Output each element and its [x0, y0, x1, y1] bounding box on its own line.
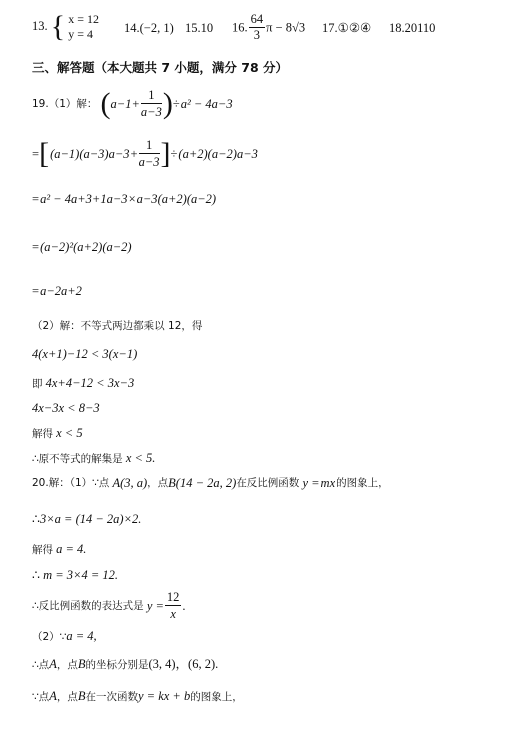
q19-l4-num: (a−2)² [40, 240, 74, 255]
q19-part2-label: （2）解：不等式两边都乘以 12，得 [32, 320, 203, 332]
q20-l8-c: ，点 [56, 691, 78, 703]
q20-l5-frac [165, 590, 182, 622]
answer-16-fraction [249, 12, 266, 43]
answer-13-system [68, 12, 99, 42]
q20-line8 [32, 688, 243, 705]
q20-l2-eq: 3×a = (14 − 2a)×2. [39, 512, 142, 526]
q19-l2-f1-num: (a−1)(a−3) [50, 147, 109, 161]
q19-l3-frac2 [137, 191, 216, 207]
system-brace: { [50, 10, 66, 43]
q19-p2-line2 [32, 375, 134, 392]
q20-l7-coords: (3, 4)，(6, 2). [148, 657, 219, 671]
answer-16 [232, 12, 305, 43]
q19-l2-f1-den: a−3 [108, 147, 130, 161]
q19-line5 [32, 282, 83, 299]
q19-p2-l1: 4(x+1)−12 < 3(x−1) [32, 347, 138, 361]
q20-l7-a: ∴点 [32, 659, 50, 671]
q20-l8-b: A [49, 689, 57, 703]
q19-l2-eq: = [32, 147, 40, 161]
answer-14: 14.(−2, 1) [124, 21, 174, 35]
q20-l3-prefix: 解得 [32, 544, 53, 556]
q19-l1-term: a−1+ [110, 97, 140, 111]
q19-l4-den: (a+2)(a−2) [73, 240, 132, 255]
q20-l7-c: ，点 [56, 659, 78, 671]
bracket-left: [ [39, 137, 50, 170]
q19-l1-div: ÷ [172, 97, 180, 111]
q20-point-a: A(3, a) [112, 476, 148, 491]
q20-line7 [32, 656, 218, 673]
q19-l2-frac2 [139, 138, 160, 170]
q19-l1-frac2 [181, 96, 233, 112]
q20-l1-a: 20.解：（1）∵点 [32, 477, 110, 490]
q20-l1-c: ，点 [147, 477, 169, 490]
q20-l7-e: 的坐标分别是 [85, 659, 149, 671]
q20-line5 [32, 590, 186, 622]
q19-l5-eq: = [32, 284, 40, 299]
q19-p2-l2-prefix: 即 [32, 378, 43, 390]
bracket-right: ] [160, 137, 171, 170]
q20-line6 [32, 628, 97, 645]
q19-p2-l2: 4x+4−12 < 3x−3 [45, 376, 135, 390]
q19-l3-f2-den: (a+2)(a−2) [157, 192, 217, 207]
q19-l3-times: × [128, 192, 136, 207]
q19-l3-f1-num: a² − 4a+3+1 [40, 192, 107, 207]
q19-p2-l4: x < 5 [56, 426, 83, 440]
answer-13-line2: y = 4 [68, 27, 94, 41]
q19-l2-f2-den: a−3 [138, 155, 160, 169]
answer-17: 17.①②④ [322, 21, 372, 35]
q19-l5-den: a+2 [61, 284, 82, 299]
q19-line1 [32, 88, 234, 120]
q19-l2-f2-num: 1 [139, 138, 160, 154]
q19-p2-l3: 4x−3x < 8−3 [32, 401, 100, 415]
q19-p2-l5: x < 5. [125, 451, 156, 465]
q19-l1-frac1 [141, 88, 162, 120]
q19-l1-f2-den: a−3 [211, 97, 233, 111]
q19-l3-f2-num: a−3 [136, 192, 158, 207]
answer-15: 15.10 [185, 21, 214, 35]
q19-line3 [32, 190, 217, 207]
q19-label: 19.（1）解： [32, 98, 98, 110]
q19-p2-line4 [32, 425, 83, 442]
q19-l5-num: a−2 [40, 284, 61, 299]
answer-16-label: 16. [232, 20, 248, 35]
q20-line2 [32, 511, 141, 527]
q19-l2-frac3 [178, 146, 257, 162]
q20-l5-prefix: ∴反比例函数的表达式是 [32, 600, 144, 612]
q20-point-b: B(14 − 2a, 2) [168, 476, 237, 491]
q19-l3-f1-den: a−3 [106, 192, 128, 207]
q19-p2-l4-prefix: 解得 [32, 428, 53, 440]
q19-l5-frac [40, 283, 82, 299]
q19-l1-f1-num: 1 [141, 88, 162, 104]
q19-l2-frac1 [50, 146, 129, 162]
q19-l2-f3-den: a−3 [236, 147, 258, 161]
q20-l5-y: y = [146, 599, 164, 613]
q19-l3-eq: = [32, 192, 40, 207]
q20-l1-g: 的图象上， [336, 477, 389, 490]
q19-p2-line3 [32, 400, 100, 416]
answer-13-line1: x = 12 [68, 12, 100, 26]
q19-p2-line5 [32, 450, 155, 467]
q20-l1-frac-den: x [329, 476, 336, 491]
q20-l1-frac-num: m [320, 476, 330, 491]
q20-l8-d: B [77, 689, 86, 703]
q20-l5-frac-num: 12 [166, 590, 180, 604]
q20-l7-b: A [49, 657, 57, 671]
q20-l5-frac-den: x [170, 607, 176, 621]
q20-l8-g: 的图象上， [190, 691, 243, 703]
q20-line3 [32, 541, 86, 558]
q19-line4 [32, 238, 133, 255]
q19-l2-f3-num: (a+2)(a−2) [178, 147, 237, 161]
q20-l4-therefore: ∴ [32, 568, 40, 582]
q20-l3-eq: a = 4. [56, 542, 87, 556]
q20-l4-eq: m = 3×4 = 12. [43, 568, 119, 582]
q20-l6-eq: a = 4, [66, 629, 97, 643]
q20-l1-f: y = [302, 476, 320, 491]
q20-l2-therefore: ∴ [32, 512, 40, 526]
q19-l4-frac [40, 239, 132, 255]
q20-l8-a: ∵点 [32, 691, 50, 703]
q19-p2-l5-prefix: ∴原不等式的解集是 [32, 453, 123, 465]
q20-l5-dot: . [182, 599, 186, 613]
q20-line1 [32, 474, 389, 491]
q20-l6-prefix: （2）∵ [32, 631, 67, 643]
paren-right: ) [162, 87, 173, 120]
q20-l8-linear-fn: y = kx + b [137, 689, 191, 703]
q19-p2-line1 [32, 346, 137, 362]
q19-l2-plus: + [130, 147, 138, 161]
q20-l8-e: 在一次函数 [85, 691, 138, 703]
q19-l4-eq: = [32, 240, 40, 255]
q20-l1-e: 在反比例函数 [236, 477, 300, 490]
q19-l1-f1-den: a−3 [140, 105, 162, 119]
q19-l3-frac1 [40, 191, 128, 207]
section-heading: 三、解答题（本大题共 7 小题，满分 78 分） [32, 60, 289, 75]
q20-l7-d: B [77, 657, 86, 671]
answer-16-den: 3 [253, 28, 260, 42]
answer-16-tail: π − 8√3 [266, 20, 306, 35]
answer-16-num: 64 [250, 12, 264, 26]
q20-line4 [32, 567, 118, 583]
q20-l1-frac [321, 475, 336, 491]
q19-l2-div: ÷ [170, 147, 178, 161]
answer-18: 18.20110 [389, 21, 436, 35]
paren-left: ( [100, 87, 111, 120]
answer-13-label: 13. [32, 18, 48, 33]
answers-row [32, 12, 99, 42]
q19-line2 [32, 138, 259, 170]
q19-l1-f2-num: a² − 4 [180, 97, 212, 111]
